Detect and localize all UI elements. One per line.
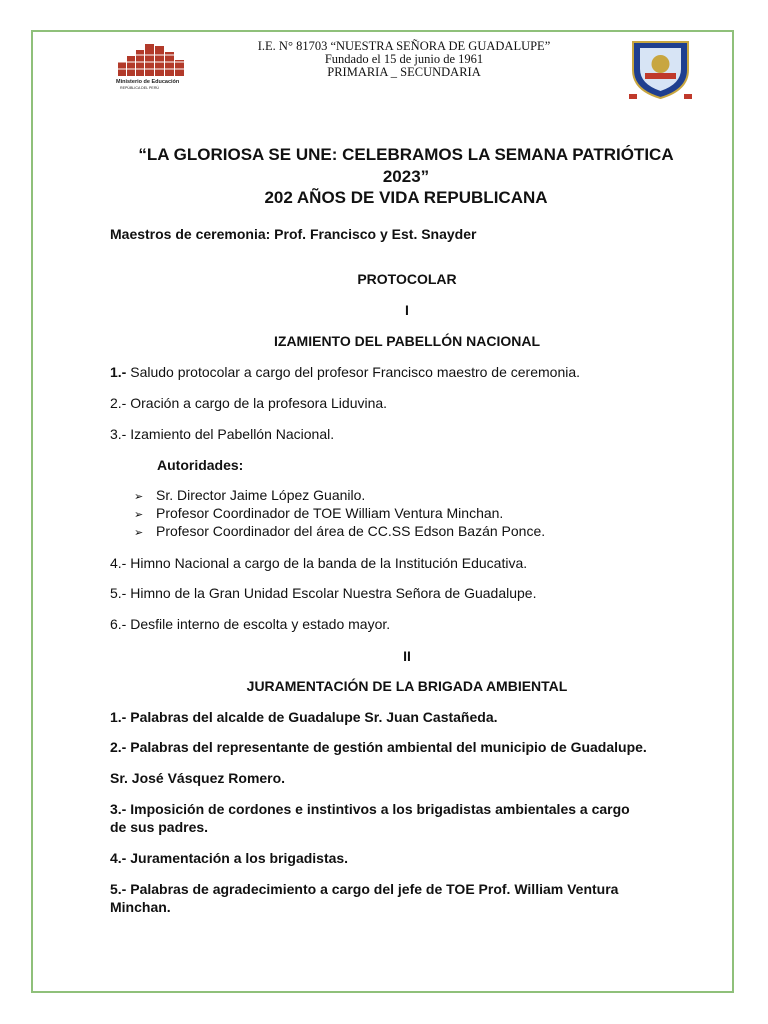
item-number: 1.- [110, 364, 127, 380]
program-item-1-6: 6.- Desfile interno de escolta y estado mayor. [110, 616, 391, 632]
logo-caption-1: Ministerio de Educación [116, 79, 180, 85]
founded-date: Fundado el 15 de junio de 1961 [324, 52, 484, 66]
item-text: Saludo protocolar a cargo del profesor Francisco maestro de ceremonia. [126, 364, 581, 380]
masters-of-ceremony: Maestros de ceremonia: Prof. Francisco y Est. Snayder [110, 226, 477, 242]
program-item-2-5-line2: Minchan. [110, 899, 171, 915]
school-header [220, 40, 588, 79]
program-item-2-5-line1: 5.- Palabras de agradecimiento a cargo del jefe de TOE Prof. William Ventura [110, 881, 619, 897]
arrow-bullet-icon: ➢ [134, 509, 144, 521]
program-item-1-3: 3.- Izamiento del Pabellón Nacional. [110, 426, 335, 442]
authority-item: ➢ Profesor Coordinador de TOE William Ventura Minchan. [134, 505, 504, 521]
school-name: I.E. N° 81703 “NUESTRA SEÑORA DE GUADALUPE” [257, 39, 551, 53]
event-subtitle: 202 AÑOS DE VIDA REPUBLICANA [264, 188, 548, 207]
program-item-2-1: 1.- Palabras del alcalde de Guadalupe Sr. Juan Castañeda. [110, 709, 498, 725]
event-title-line1: “LA GLORIOSA SE UNE: CELEBRAMOS LA SEMANA PATRIÓTICA [138, 145, 674, 164]
program-item-1-4: 4.- Himno Nacional a cargo de la banda de la Institución Educativa. [110, 555, 528, 571]
arrow-bullet-icon: ➢ [134, 491, 144, 503]
authorities-label: Autoridades: [157, 457, 244, 473]
authority-item: ➢ Sr. Director Jaime López Guanilo. [134, 487, 366, 503]
program-item-2-4: 4.- Juramentación a los brigadistas. [110, 850, 349, 866]
logo-caption-2: REPÚBLICA DEL PERÚ [120, 86, 160, 90]
section-subheading-2: JURAMENTACIÓN DE LA BRIGADA AMBIENTAL [246, 678, 568, 694]
school-shield-icon [623, 36, 698, 102]
levels: PRIMARIA _ SECUNDARIA [327, 65, 481, 79]
program-item-2-2: 2.- Palabras del representante de gestión ambiental del municipio de Guadalupe. [110, 739, 647, 755]
section-subheading-1: IZAMIENTO DEL PABELLÓN NACIONAL [274, 333, 540, 349]
section-heading-protocolar: PROTOCOLAR [357, 271, 457, 287]
section-numeral-1: I [405, 302, 409, 318]
program-item-1-1 [110, 364, 580, 380]
authority-item: ➢ Profesor Coordinador del área de CC.SS Edson Bazán Ponce. [134, 523, 546, 539]
program-item-1-2: 2.- Oración a cargo de la profesora Liduvina. [110, 395, 388, 411]
section-numeral-2: II [403, 648, 411, 664]
ministerio-educacion-logo [110, 42, 188, 94]
event-title-line2: 2023” [382, 167, 430, 186]
program-item-2-2b: Sr. José Vásquez Romero. [110, 770, 286, 786]
program-item-1-5: 5.- Himno de la Gran Unidad Escolar Nuestra Señora de Guadalupe. [110, 585, 537, 601]
arrow-bullet-icon: ➢ [134, 527, 144, 539]
program-item-2-3-line1: 3.- Imposición de cordones e instintivos a los brigadistas ambientales a cargo [110, 801, 630, 817]
program-item-2-3-line2: de sus padres. [110, 819, 209, 835]
